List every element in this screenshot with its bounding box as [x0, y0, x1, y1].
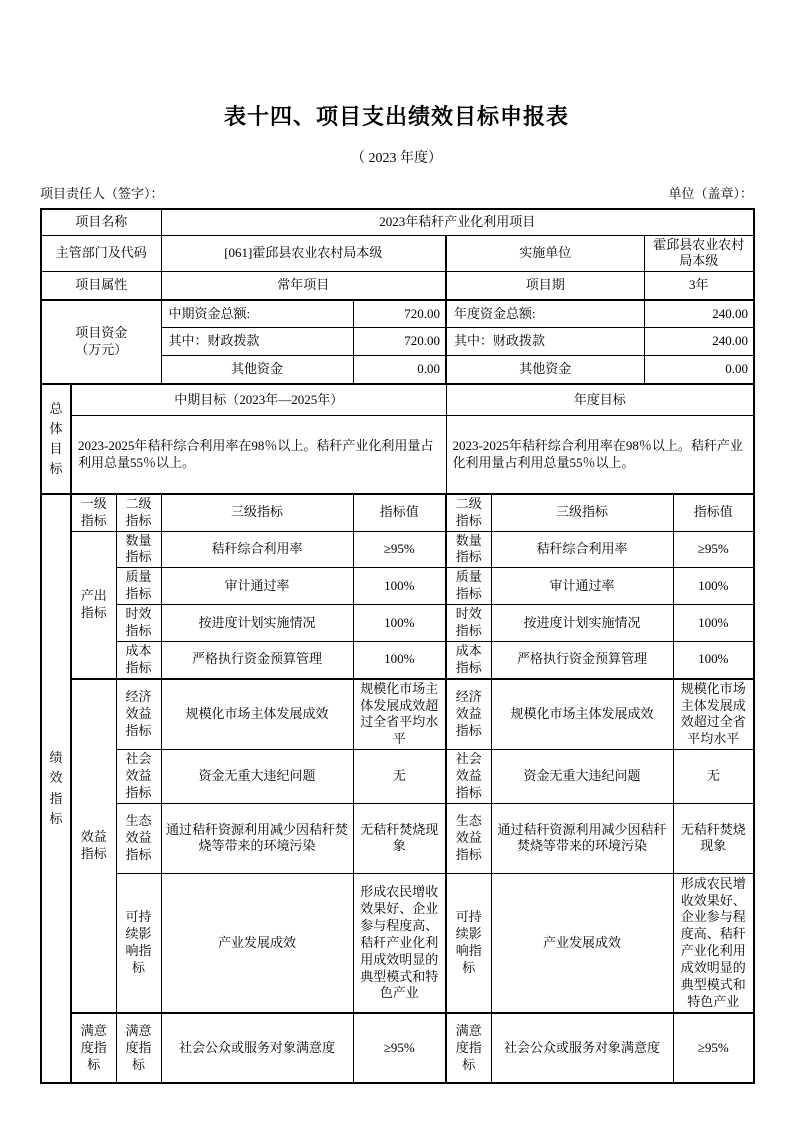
annual-other-fund-value: 0.00 [644, 356, 754, 384]
project-attr-label: 项目属性 [41, 272, 161, 300]
indicator-value: 100% [353, 641, 446, 678]
indicator-l3-right: 社会公众或服务对象满意度 [491, 1013, 673, 1083]
indicator-value: ≥95% [353, 1013, 446, 1083]
responsible-person-label: 项目责任人（签字）： [40, 186, 164, 201]
indicator-l3: 产业发展成效 [161, 873, 353, 1013]
indicator-l2: 生态效益指标 [116, 803, 161, 873]
group-output-label: 产出指标 [71, 531, 116, 679]
indicator-value: 无 [353, 750, 446, 804]
mid-fund-total-label: 中期资金总额: [161, 300, 353, 328]
group-satisfaction-label: 满意度指标 [71, 1013, 116, 1083]
header-value-left: 指标值 [353, 494, 446, 531]
header-level1: 一级指标 [71, 494, 116, 531]
indicator-value-right: ≥95% [673, 1013, 754, 1083]
page-title: 表十四、项目支出绩效目标申报表 [223, 104, 569, 129]
header-level2-left: 二级指标 [116, 494, 161, 531]
project-period-label: 项目期 [446, 272, 644, 300]
indicator-l3-right: 秸秆综合利用率 [491, 531, 673, 568]
indicator-value: 形成农民增收效果好、企业参与程度高、秸秆产业化利用成效明显的典型模式和特色产业 [353, 873, 446, 1013]
indicator-value-right: 无 [673, 750, 754, 804]
indicator-l2-right: 满意度指标 [446, 1013, 491, 1083]
indicator-value: 无秸秆焚烧现象 [353, 803, 446, 873]
project-name-value: 2023年秸秆产业化利用项目 [161, 209, 754, 235]
indicator-value-right: 形成农民增收效果好、企业参与程度高、秸秆产业化利用成效明显的典型模式和特色产业 [673, 873, 754, 1013]
performance-target-table [40, 208, 755, 1084]
indicator-value-right: 100% [673, 568, 754, 605]
indicator-l3-right: 通过秸秆资源利用减少因秸秆焚烧等带来的环境污染 [491, 803, 673, 873]
indicator-l2-right: 数量指标 [446, 531, 491, 568]
indicator-l2: 质量指标 [116, 568, 161, 605]
indicator-l3: 社会公众或服务对象满意度 [161, 1013, 353, 1083]
mid-other-fund-value: 0.00 [353, 356, 446, 384]
fund-section-label [41, 300, 161, 384]
indicator-l3: 通过秸秆资源利用减少因秸秆焚烧等带来的环境污染 [161, 803, 353, 873]
indicator-l2: 数量指标 [116, 531, 161, 568]
indicator-l2-right: 成本指标 [446, 641, 491, 678]
indicator-value: 100% [353, 568, 446, 605]
mid-fund-total-value: 720.00 [353, 300, 446, 328]
indicator-value-right: 规模化市场主体发展成效超过全省平均水平 [673, 679, 754, 750]
indicator-l3: 资金无重大违纪问题 [161, 750, 353, 804]
header-level2-right: 二级指标 [446, 494, 491, 531]
indicator-value-right: 100% [673, 641, 754, 678]
indicator-l3: 规模化市场主体发展成效 [161, 679, 353, 750]
indicator-l2: 满意度指标 [116, 1013, 161, 1083]
annual-fund-total-value: 240.00 [644, 300, 754, 328]
indicator-l3-right: 产业发展成效 [491, 873, 673, 1013]
page-subtitle: （ 2023 年度） [351, 151, 442, 166]
header-value-right: 指标值 [673, 494, 754, 531]
dept-code-label: 主管部门及代码 [41, 235, 161, 272]
indicator-l2: 社会效益指标 [116, 750, 161, 804]
annual-other-fund-label: 其他资金 [446, 356, 644, 384]
indicator-l3-right: 资金无重大违纪问题 [491, 750, 673, 804]
indicator-value-right: ≥95% [673, 531, 754, 568]
indicator-l2: 成本指标 [116, 641, 161, 678]
project-period-value: 3年 [644, 272, 754, 300]
mid-fiscal-value: 720.00 [353, 328, 446, 356]
indicator-l3: 审计通过率 [161, 568, 353, 605]
indicator-l3-right: 规模化市场主体发展成效 [491, 679, 673, 750]
annual-fiscal-label: 其中：财政拨款 [446, 328, 644, 356]
overall-goal-side-label: 总体目标 [41, 384, 71, 494]
indicator-value-right: 100% [673, 605, 754, 642]
indicator-value: ≥95% [353, 531, 446, 568]
annual-goal-text: 2023-2025年秸秆综合利用率在98％以上。秸秆产业化利用量占利用总量55％以上。 [446, 416, 754, 494]
header-level3-right: 三级指标 [491, 494, 673, 531]
unit-seal-label: 单位（盖章）： [668, 186, 753, 201]
indicator-l3: 秸秆综合利用率 [161, 531, 353, 568]
indicator-value: 100% [353, 605, 446, 642]
fund-label-line2: （万元） [75, 341, 128, 357]
mid-goal-text: 2023-2025年秸秆综合利用率在98％以上。秸秆产业化利用量占利用总量55％以上。 [71, 416, 446, 494]
indicator-l2-right: 社会效益指标 [446, 750, 491, 804]
project-name-label: 项目名称 [41, 209, 161, 235]
dept-code-value: [061]霍邱县农业农村局本级 [161, 235, 446, 272]
indicator-l3: 严格执行资金预算管理 [161, 641, 353, 678]
indicator-l3: 按进度计划实施情况 [161, 605, 353, 642]
header-level3-left: 三级指标 [161, 494, 353, 531]
indicator-l2-right: 生态效益指标 [446, 803, 491, 873]
annual-goal-header: 年度目标 [446, 384, 754, 416]
signature-row [40, 183, 753, 202]
indicator-l2-right: 质量指标 [446, 568, 491, 605]
indicator-l3-right: 按进度计划实施情况 [491, 605, 673, 642]
indicator-l2-right: 时效指标 [446, 605, 491, 642]
fund-label-line1: 项目资金 [75, 324, 128, 340]
performance-side-label: 绩效指标 [41, 494, 71, 1084]
group-benefit-label: 效益指标 [71, 679, 116, 1014]
project-attr-value: 常年项目 [161, 272, 446, 300]
annual-fund-total-label: 年度资金总额: [446, 300, 644, 328]
impl-unit-value: 霍邱县农业农村局本级 [644, 235, 754, 272]
mid-goal-header: 中期目标（2023年—2025年） [71, 384, 446, 416]
indicator-l2: 经济效益指标 [116, 679, 161, 750]
indicator-l2: 可持续影响指标 [116, 873, 161, 1013]
indicator-l2: 时效指标 [116, 605, 161, 642]
mid-other-fund-label: 其他资金 [161, 356, 353, 384]
impl-unit-label: 实施单位 [446, 235, 644, 272]
indicator-value: 规模化市场主体发展成效超过全省平均水平 [353, 679, 446, 750]
indicator-l2-right: 可持续影响指标 [446, 873, 491, 1013]
mid-fiscal-label: 其中：财政拨款 [161, 328, 353, 356]
indicator-l2-right: 经济效益指标 [446, 679, 491, 750]
annual-fiscal-value: 240.00 [644, 328, 754, 356]
indicator-l3-right: 严格执行资金预算管理 [491, 641, 673, 678]
indicator-l3-right: 审计通过率 [491, 568, 673, 605]
indicator-value-right: 无秸秆焚烧现象 [673, 803, 754, 873]
